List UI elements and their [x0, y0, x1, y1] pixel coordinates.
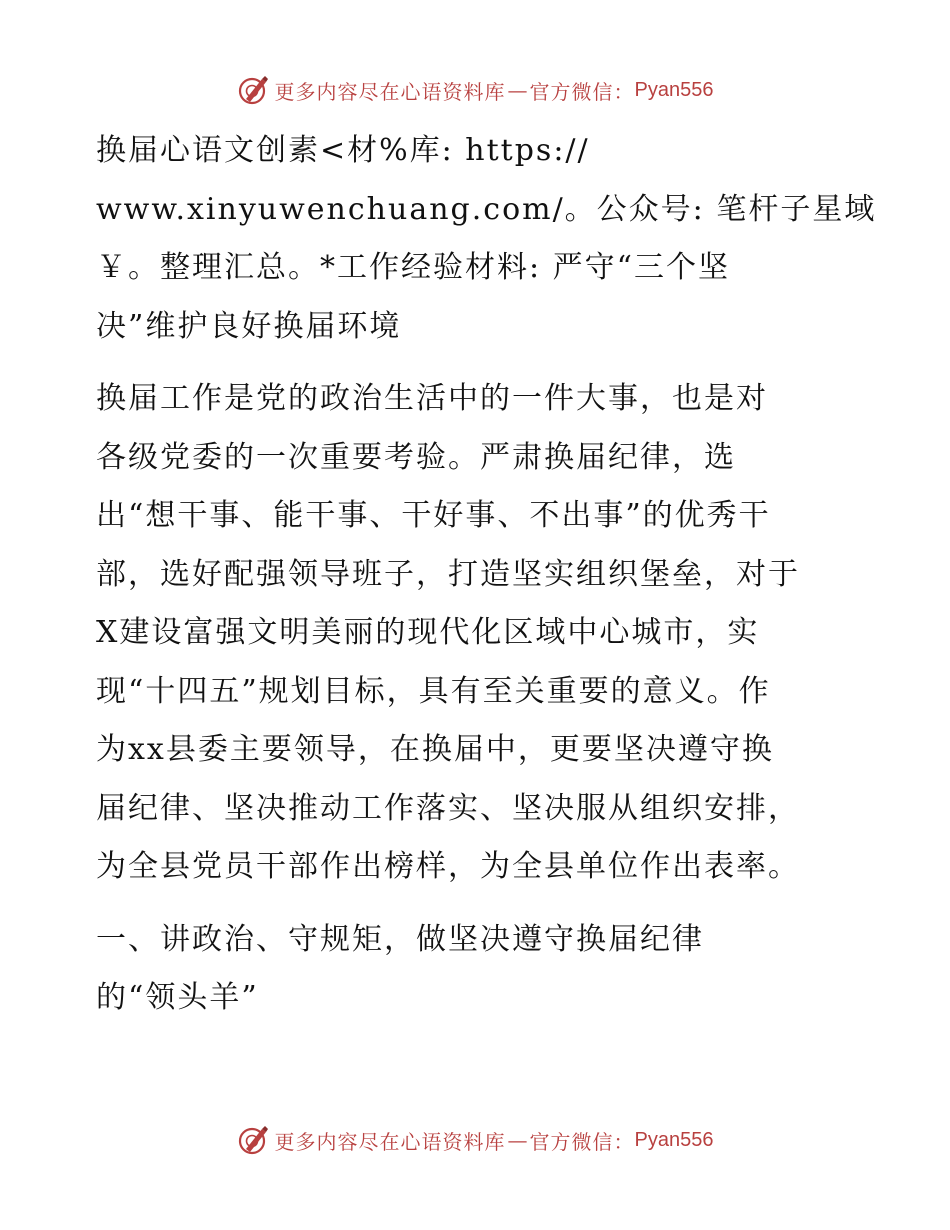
- title-line: www.xinyuwenchuang.com/。公众号: 笔杆子星域: [96, 191, 877, 227]
- body-line: 出“想干事、能干事、干好事、不出事”的优秀干: [96, 498, 771, 533]
- body-line: 届纪律、坚决推动工作落实、坚决服从组织安排，: [96, 790, 800, 826]
- watermark-wechat-id: Pyan556: [634, 1128, 714, 1151]
- watermark-separator: —: [507, 78, 528, 102]
- title-line: 换届心语文创素<材%库: https://: [96, 133, 590, 168]
- header-watermark: [0, 70, 950, 110]
- watermark-wechat-id: Pyan556: [634, 78, 714, 101]
- footer-watermark: [0, 1120, 950, 1160]
- pen-logo-icon: [237, 73, 271, 107]
- title-line: 决”维护良好换届环境: [96, 308, 402, 344]
- document-body: [96, 122, 877, 1028]
- body-line: 换届工作是党的政治生活中的一件大事，也是对: [96, 381, 768, 416]
- body-line: X建设富强文明美丽的现代化区域中心城市，实: [96, 615, 760, 650]
- pen-logo-icon: [237, 1123, 271, 1157]
- section-heading: [96, 911, 866, 1028]
- watermark-separator: —: [507, 1128, 528, 1152]
- body-line: 各级党委的一次重要考验。严肃换届纪律，选: [96, 439, 736, 475]
- watermark-wechat-label: 官方微信：: [529, 79, 635, 104]
- watermark-wechat-label: 官方微信：: [529, 1129, 635, 1154]
- body-line: 为全县党员干部作出榜样，为全县单位作出表率。: [96, 849, 800, 884]
- body-paragraph: [96, 370, 866, 897]
- heading-line: 一、讲政治、守规矩，做坚决遵守换届纪律: [96, 921, 704, 957]
- body-line: 部，选好配强领导班子，打造坚实组织堡垒，对于: [96, 556, 800, 592]
- title-line: ￥。整理汇总。*工作经验材料: 严守“三个坚: [96, 250, 730, 285]
- watermark-text: 更多内容尽在心语资料库: [274, 79, 506, 104]
- heading-line: 的“领头羊”: [96, 980, 259, 1015]
- body-line: 为xx县委主要领导，在换届中，更要坚决遵守换: [96, 732, 774, 767]
- watermark-text: 更多内容尽在心语资料库: [274, 1129, 506, 1154]
- body-line: 现“十四五”规划目标，具有至关重要的意义。作: [96, 673, 771, 709]
- document-title: [96, 122, 877, 356]
